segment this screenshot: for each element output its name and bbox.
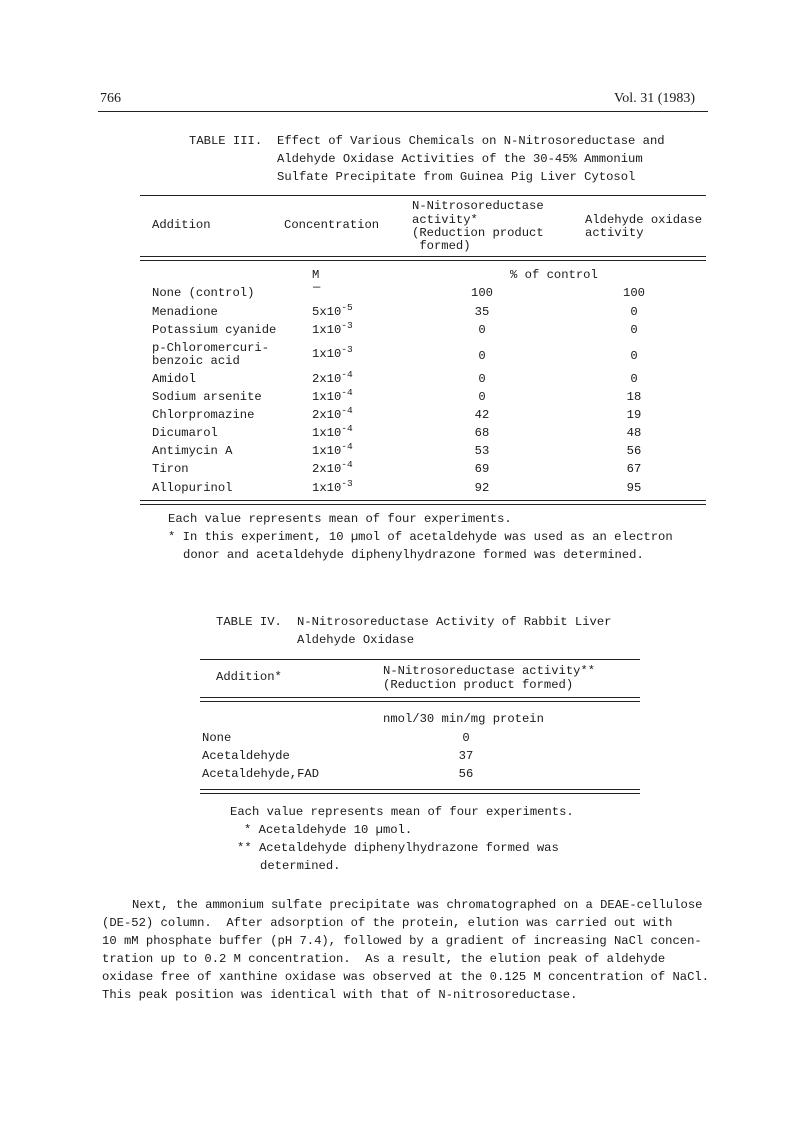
table3-row-conc: $5x10^{-5}$ <box>312 302 353 319</box>
table3-row-addition: Potassium cyanide <box>152 323 277 337</box>
table3-row-conc: $1x10^{-4}$ <box>312 423 353 440</box>
table4-header-rule <box>200 697 640 702</box>
table4-row-value: 37 <box>458 749 474 763</box>
table4-row-addition: None <box>202 731 232 745</box>
table3-col-aldehyde: Aldehyde oxidase <box>585 213 703 227</box>
table3-row-addition: Dicumarol <box>152 426 218 440</box>
table3-row-conc: $1x10^{-3}$ <box>312 344 353 361</box>
table4-footnote: determined. <box>260 859 341 873</box>
table3-col-nitroso: formed) <box>412 239 471 253</box>
table3-unit-activity: % of control <box>510 268 598 282</box>
table3-footnote: Each value represents mean of four experiments. <box>168 512 512 526</box>
table3-row-aldehyde: 0 <box>630 372 638 386</box>
table3-col-nitroso: N-Nitrosoreductase <box>412 199 544 213</box>
table3-row-aldehyde: 0 <box>630 349 638 363</box>
body-text-line: (DE-52) column. After adsorption of the protein, elution was carried out with <box>102 916 673 930</box>
table3-label: TABLE III. <box>189 134 263 148</box>
table3-header-rule <box>140 256 706 261</box>
table4-footnote: Each value represents mean of four experiments. <box>230 805 574 819</box>
table4-top-rule <box>200 659 640 660</box>
table4-row-value: 0 <box>462 731 470 745</box>
table3-row-addition: Chlorpromazine <box>152 408 255 422</box>
table3-row-aldehyde: 100 <box>623 286 645 300</box>
table4-caption-line: Aldehyde Oxidase <box>297 633 415 647</box>
table3-row-conc: — <box>313 280 321 294</box>
table3-row-nitroso: 53 <box>474 444 490 458</box>
table3-row-conc: $1x10^{-3}$ <box>312 320 353 337</box>
table3-row-aldehyde: 0 <box>630 323 638 337</box>
table3-col-concentration: Concentration <box>284 218 380 232</box>
table3-row-addition: None (control) <box>152 286 255 300</box>
table3-row-nitroso: 68 <box>474 426 490 440</box>
body-text-line: This peak position was identical with that of N-nitrosoreductase. <box>102 988 578 1002</box>
body-text-line: Next, the ammonium sulfate precipitate was chromatographed on a DEAE-cellulose <box>132 898 703 912</box>
page-number: 766 <box>100 91 121 106</box>
body-text-line: 10 mM phosphate buffer (pH 7.4), followed by a gradient of increasing NaCl concen- <box>102 934 702 948</box>
table3-row-conc: $1x10^{-3}$ <box>312 478 353 495</box>
table3-row-nitroso: 92 <box>474 481 490 495</box>
table3-row-addition: Menadione <box>152 305 218 319</box>
table3-col-addition: Addition <box>152 218 211 232</box>
table3-row-nitroso: 69 <box>474 462 490 476</box>
table4-row-addition: Acetaldehyde <box>202 749 290 763</box>
table3-caption-line: Aldehyde Oxidase Activities of the 30-45% Ammonium <box>277 152 643 166</box>
table4-label: TABLE IV. <box>216 615 282 629</box>
table3-row-addition: Allopurinol <box>152 481 233 495</box>
table3-row-aldehyde: 67 <box>626 462 642 476</box>
table3-row-aldehyde: 95 <box>626 481 642 495</box>
table3-row-nitroso: 35 <box>474 305 490 319</box>
table3-row-addition: Antimycin A <box>152 444 233 458</box>
table3-col-aldehyde: activity <box>585 226 644 240</box>
table3-unit-conc: M <box>312 268 320 282</box>
table3-row-addition: p-Chloromercuri- <box>152 341 270 355</box>
table3-col-nitroso: activity* <box>412 213 478 227</box>
volume-label: Vol. 31 (1983) <box>614 91 696 106</box>
table3-row-nitroso: 0 <box>478 372 486 386</box>
table4-bottom-rule <box>200 789 640 794</box>
table4-row-addition: Acetaldehyde,FAD <box>202 767 320 781</box>
table3-col-nitroso: (Reduction product <box>412 226 544 240</box>
header-rule <box>98 111 708 112</box>
table3-row-conc: $2x10^{-4}$ <box>312 405 353 422</box>
table3-row-nitroso: 100 <box>471 286 493 300</box>
table3-caption-line: Sulfate Precipitate from Guinea Pig Liver Cytosol <box>277 170 636 184</box>
table3-row-nitroso: 0 <box>478 390 486 404</box>
table3-row-addition: Sodium arsenite <box>152 390 262 404</box>
table4-caption-line: N-Nitrosoreductase Activity of Rabbit Liver <box>297 615 612 629</box>
table4-col-activity: N-Nitrosoreductase activity** <box>383 664 596 678</box>
table4-col-addition: Addition* <box>216 670 282 684</box>
table4-col-activity: (Reduction product formed) <box>383 678 574 692</box>
table4-footnote: ** Acetaldehyde diphenylhydrazone formed was <box>237 841 559 855</box>
table3-row-aldehyde: 18 <box>626 390 642 404</box>
table3-row-nitroso: 0 <box>478 323 486 337</box>
table3-row-conc: $1x10^{-4}$ <box>312 441 353 458</box>
table3-row-aldehyde: 48 <box>626 426 642 440</box>
table4-unit: nmol/30 min/mg protein <box>383 712 544 726</box>
table3-footnote: * In this experiment, 10 µmol of acetaldehyde was used as an electron <box>168 530 673 544</box>
table3-row-addition: Tiron <box>152 462 189 476</box>
table3-caption-line: Effect of Various Chemicals on N-Nitrosoreductase and <box>277 134 665 148</box>
table3-bottom-rule <box>140 500 706 505</box>
table3-top-rule <box>140 195 706 196</box>
table3-row-addition-cont: benzoic acid <box>152 354 240 368</box>
table3-row-conc: $1x10^{-4}$ <box>312 387 353 404</box>
table3-row-nitroso: 42 <box>474 408 490 422</box>
table3-row-conc: $2x10^{-4}$ <box>312 369 353 386</box>
table4-row-value: 56 <box>458 767 474 781</box>
table3-row-nitroso: 0 <box>478 349 486 363</box>
table3-row-aldehyde: 0 <box>630 305 638 319</box>
body-text-line: tration up to 0.2 M concentration. As a result, the elution peak of aldehyde <box>102 952 666 966</box>
table3-row-aldehyde: 19 <box>626 408 642 422</box>
body-text-line: oxidase free of xanthine oxidase was observed at the 0.125 M concentration of NaCl. <box>102 970 710 984</box>
table3-row-conc: $2x10^{-4}$ <box>312 459 353 476</box>
table3-footnote: donor and acetaldehyde diphenylhydrazone formed was determined. <box>183 548 644 562</box>
table3-row-addition: Amidol <box>152 372 196 386</box>
table3-row-aldehyde: 56 <box>626 444 642 458</box>
table4-footnote: * Acetaldehyde 10 µmol. <box>244 823 413 837</box>
